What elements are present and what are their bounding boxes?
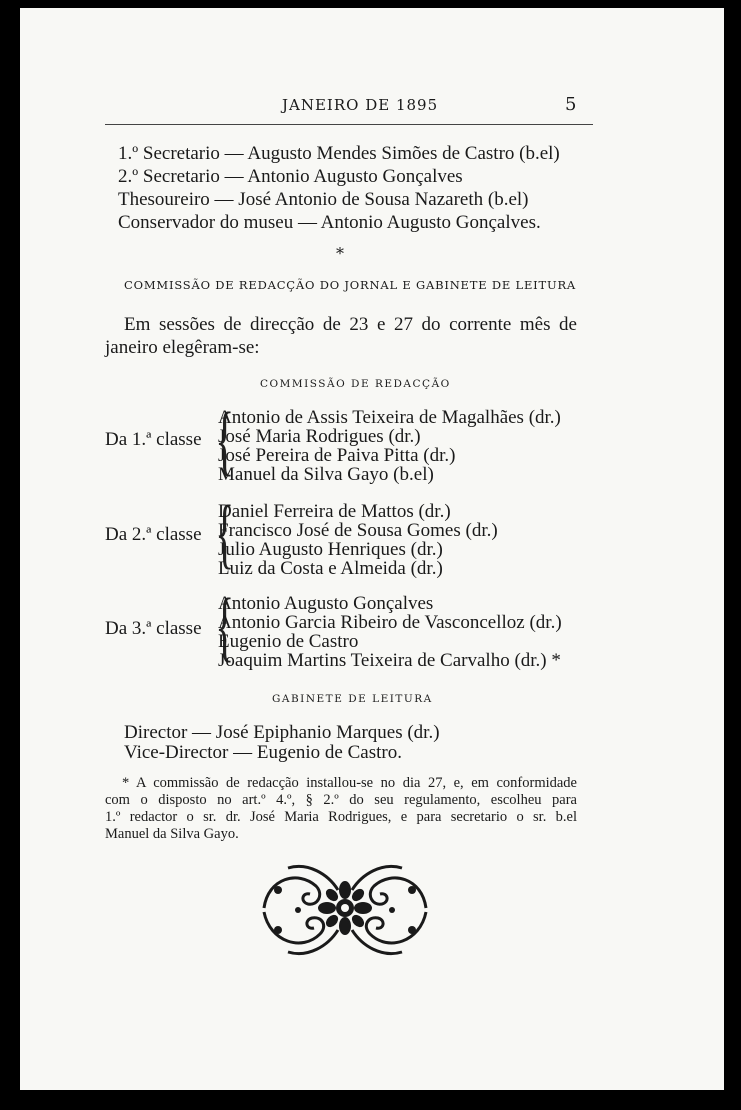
officer-line-4: Conservador do museu — Antonio Augusto Gonçalves. (118, 212, 541, 233)
brace-2: { (215, 489, 235, 576)
class2-member-1: Daniel Ferreira de Mattos (dr.) (218, 501, 451, 522)
class3-member-3: Eugenio de Castro (218, 631, 359, 652)
gabinete-vice-director: Vice-Director — Eugenio de Castro. (124, 742, 402, 763)
page-number: 5 (565, 94, 577, 115)
class-label-2: Da 2.ª classe (105, 524, 202, 545)
running-title: JANEIRO DE 1895 (282, 96, 439, 114)
class1-member-3: José Pereira de Paiva Pitta (dr.) (218, 445, 456, 466)
footnote-line-1: * A commissão de redacção installou-se no dia 27, e, em conformidade (122, 775, 577, 791)
class3-member-2: Antonio Garcia Ribeiro de Vasconcelloz (dr.) (218, 612, 562, 633)
section-title: COMMISSÃO DE REDACÇÃO DO JORNAL E GABINETE DE LEITURA (124, 278, 577, 292)
class1-member-1: Antonio de Assis Teixeira de Magalhães (dr.) (218, 407, 561, 428)
separator-asterisk: * (336, 244, 344, 263)
class1-member-4: Manuel da Silva Gayo (b.el) (218, 464, 434, 485)
gabinete-director: Director — José Epiphanio Marques (dr.) (124, 722, 440, 743)
brace-1: { (215, 396, 235, 483)
intro-line-2: janeiro elegêram-se: (105, 337, 260, 358)
class1-member-2: José Maria Rodrigues (dr.) (218, 426, 421, 447)
class-label-3: Da 3.ª classe (105, 618, 202, 639)
footnote-line-2: com o disposto no art.º 4.º, § 2.º do seu regulamento, escolheu para (105, 792, 577, 808)
class3-member-4: Joaquim Martins Teixeira de Carvalho (dr.) * (218, 650, 561, 671)
gabinete-heading: GABINETE DE LEITURA (272, 693, 433, 705)
page (20, 8, 724, 1090)
floral-ornament-icon (258, 860, 432, 958)
class2-member-2: Francisco José de Sousa Gomes (dr.) (218, 520, 498, 541)
footnote-line-3: 1.º redactor o sr. dr. José Maria Rodrigues, e para secretario o sr. b.el (105, 809, 577, 825)
class2-member-3: Julio Augusto Henriques (dr.) (218, 539, 443, 560)
class-label-1: Da 1.ª classe (105, 429, 202, 450)
class3-member-1: Antonio Augusto Gonçalves (218, 593, 434, 614)
officer-line-3: Thesoureiro — José Antonio de Sousa Nazareth (b.el) (118, 189, 529, 210)
header-rule (105, 124, 593, 125)
officer-line-1: 1.º Secretario — Augusto Mendes Simões de Castro (b.el) (118, 143, 560, 164)
intro-line-1: Em sessões de direcção de 23 e 27 do corrente mês de (124, 314, 577, 335)
officer-line-2: 2.º Secretario — Antonio Augusto Gonçalves (118, 166, 463, 187)
class2-member-4: Luiz da Costa e Almeida (dr.) (218, 558, 443, 579)
redaccao-heading: COMMISSÃO DE REDACÇÃO (260, 378, 451, 390)
footnote-line-4: Manuel da Silva Gayo. (105, 826, 239, 842)
brace-3: { (215, 582, 235, 669)
